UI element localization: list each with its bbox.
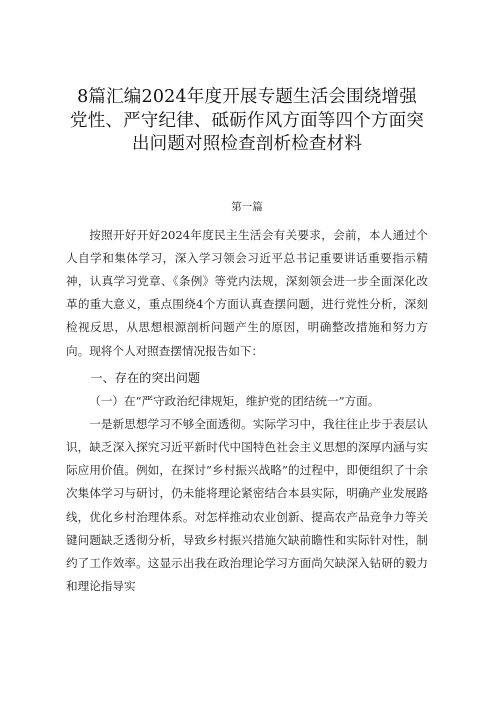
body-paragraph: 一是新思想学习不够全面透彻。实际学习中，我往往止步于表层认识，缺乏深入探究习近平新时代中国特色社会主义思想的深厚内涵与实际应用价值。例如，在探讨”乡村振兴战略”的过程中，即便组织了十余次集体学习与研讨，仍未能将理论紧密结合本县实际，明确产业发展路线，优化乡村治理体系。对怎样推动农业创新、提高农产品竞争力等关键问题缺乏透彻分析，导致乡村振兴措施欠缺前瞻性和实际针对性，制约了工作效率。这显示出我在政治理论学习方面尚欠缺深入钻研的毅力和理论指导实 [66,416,428,594]
section-heading: 一、存在的突出问题 [90,370,201,385]
chapter-label: 第一篇 [231,200,263,213]
subsection-heading: （一）在“严守政治纪律规矩，维护党的团结统一”方面。 [89,393,380,408]
title-line-3: 出问题对照检查剖析检查材料 [131,134,363,154]
title-line-2: 党性、严守纪律、砥砺作风方面等四个方面突 [70,110,424,131]
document-title [66,86,428,157]
intro-paragraph: 按照开好开好2024年度民主生活会有关要求，会前，本人通过个人自学和集体学习，深入学习领会习近平总书记重要讲话重要指示精神，认真学习党章、《条例》等党内法规，深刻领会进一步全面深化改革的重大意义，重点围绕4个方面认真查摆问题，进行党性分析，深刻检视反思，从思想根源剖析问题产生的原因，明确整改措施和努力方向。现将个人对照查摆情况报告如下： [66,227,428,358]
title-line-1: 8篇汇编2024年度开展专题生活会围绕增强 [77,87,417,107]
